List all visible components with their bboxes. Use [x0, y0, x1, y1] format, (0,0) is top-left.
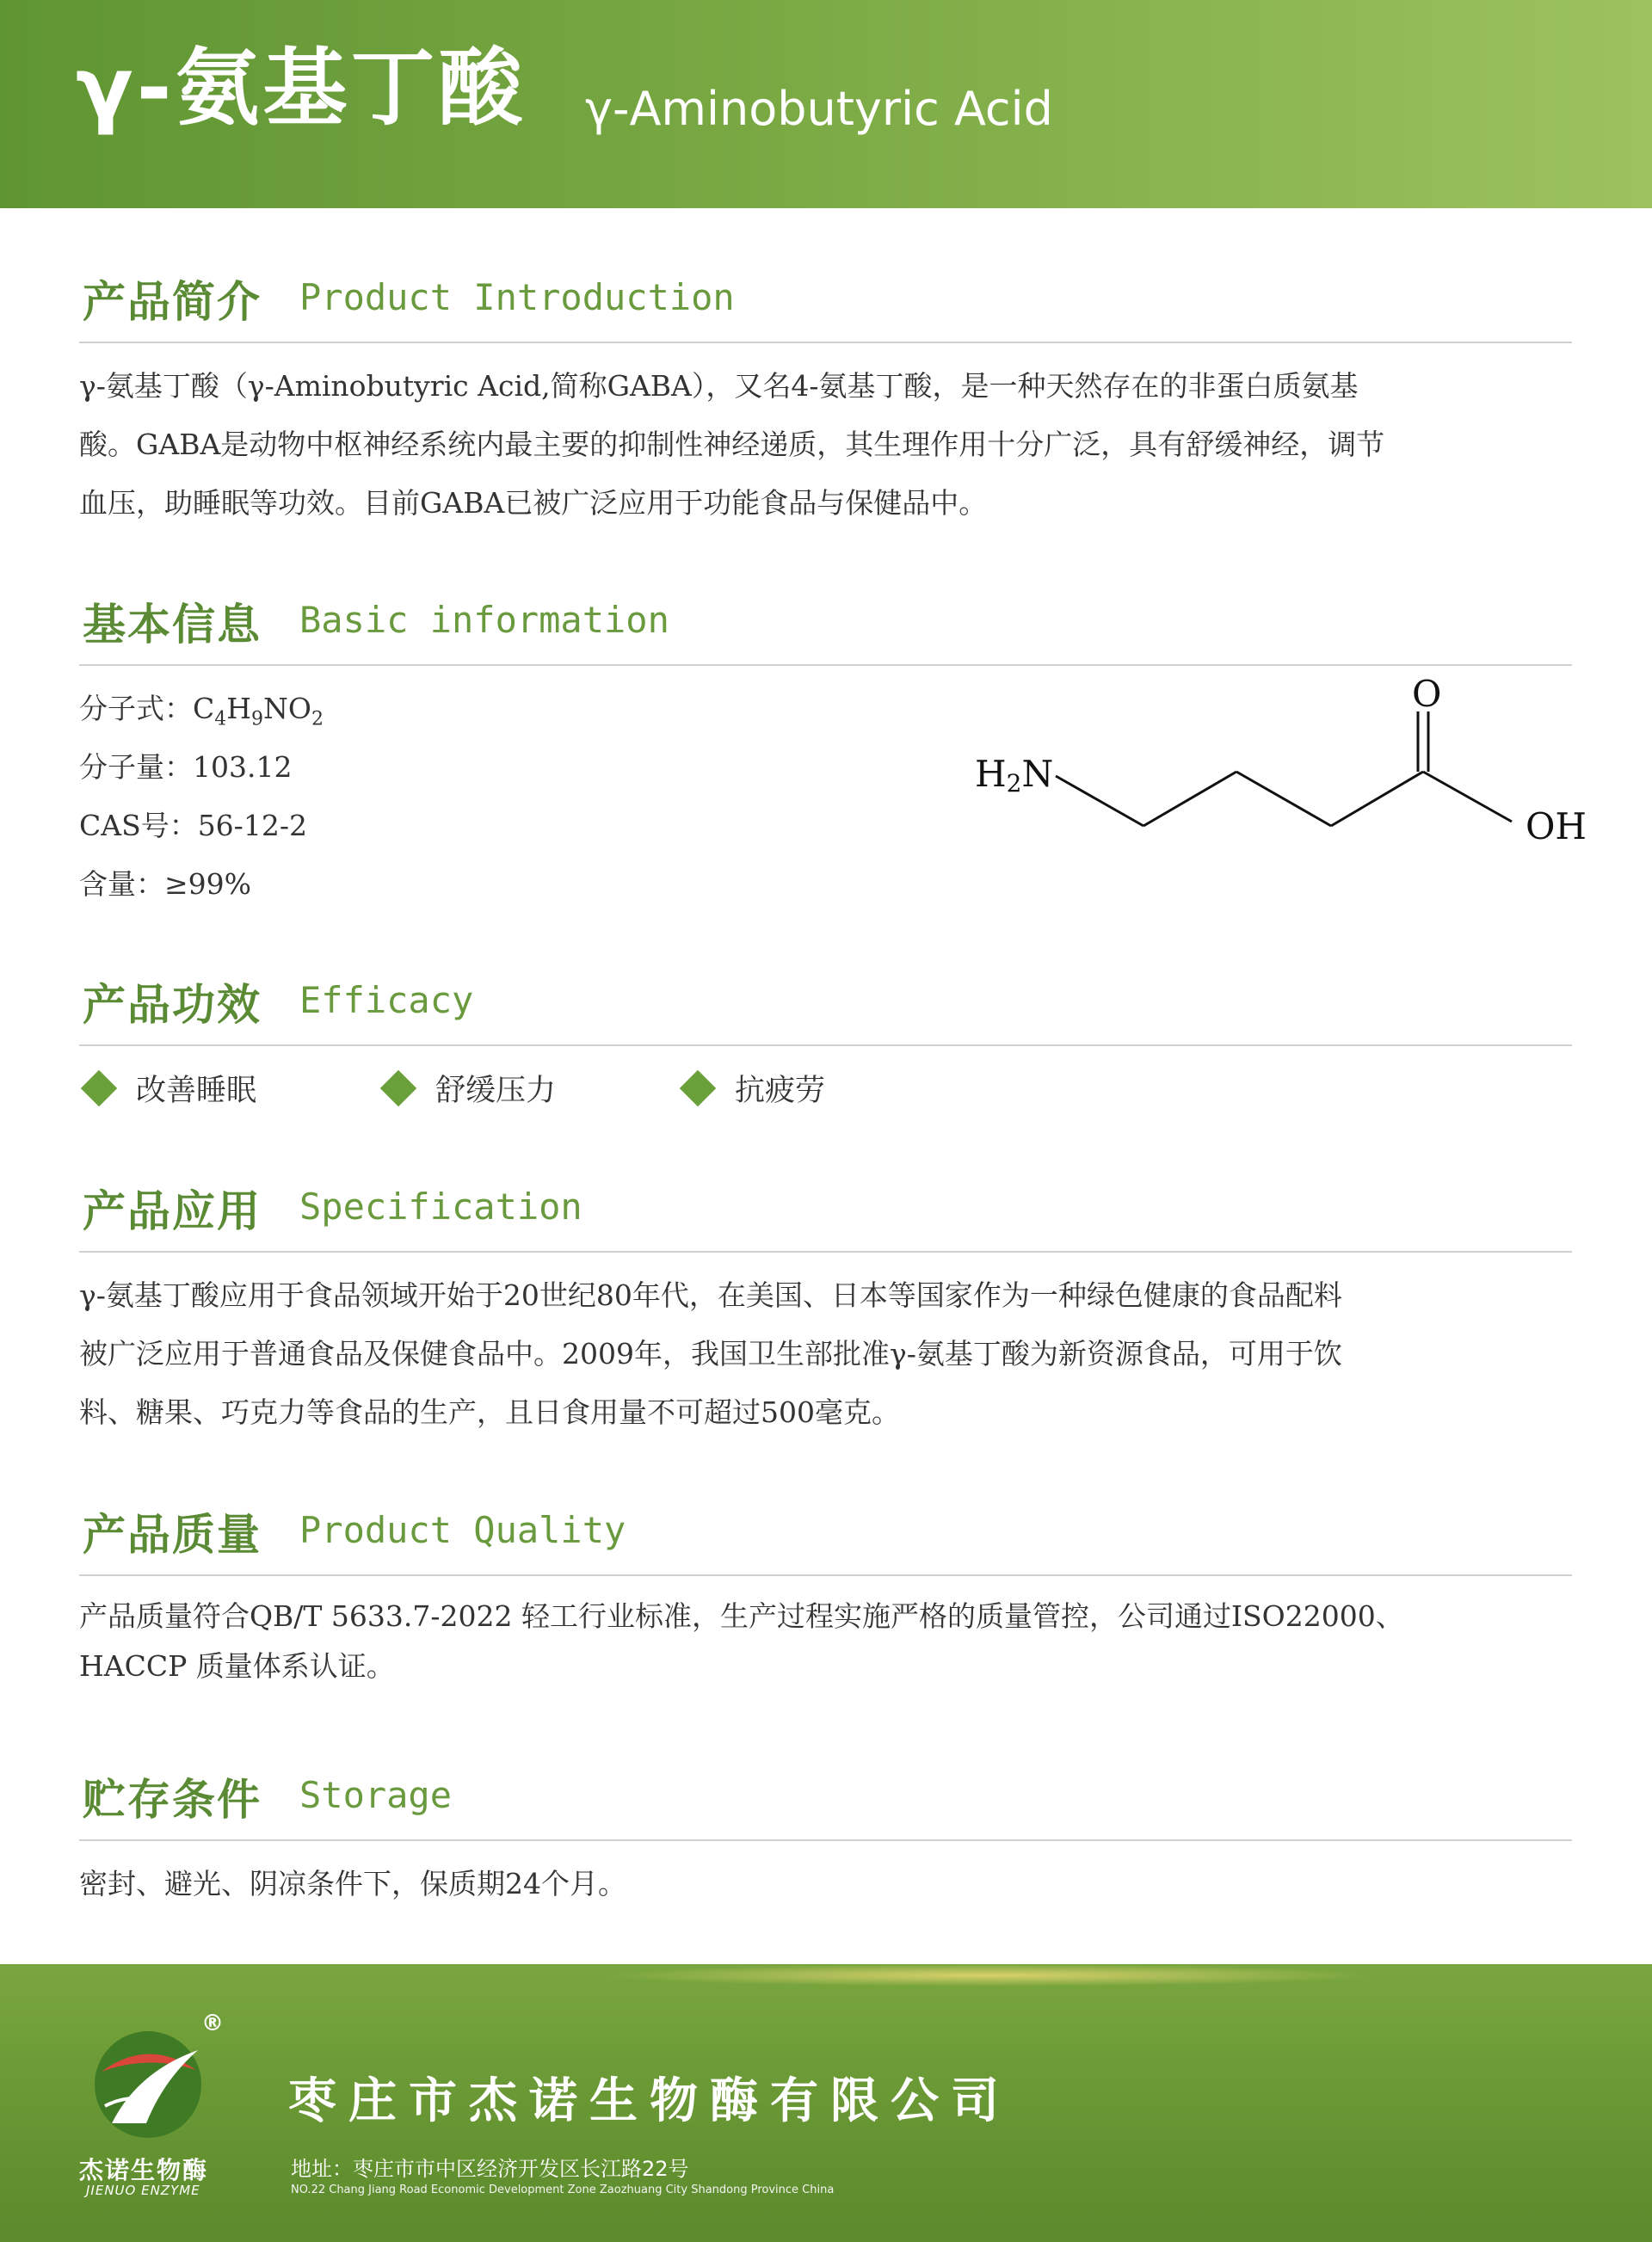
section-title-cn: 基本信息: [83, 600, 262, 650]
section-heading: [79, 965, 1572, 1034]
bond: [1236, 772, 1331, 826]
section-title-en: Storage: [299, 1774, 453, 1816]
section-heading: [79, 1495, 1572, 1564]
text-line: 血压，助睡眠等功效。目前GABA已被广泛应用于功能食品与保健品中。: [79, 486, 988, 520]
bond: [1331, 772, 1423, 826]
formula-part: NO: [263, 692, 311, 725]
application-text: [79, 1266, 1342, 1442]
diamond-bullet-icon: [380, 1070, 416, 1106]
section-divider: [79, 1044, 1572, 1046]
bond: [1423, 772, 1512, 822]
bond: [1056, 776, 1143, 826]
section-title-cn: 产品功效: [83, 980, 262, 1030]
section-title-en: Efficacy: [299, 979, 474, 1021]
section-divider: [79, 1251, 1572, 1253]
efficacy-list: [79, 1067, 1572, 1118]
section-title-cn: 产品简介: [83, 277, 262, 327]
text-line: 酸。GABA是动物中枢神经系统内最主要的抑制性神经递质，其生理作用十分广泛，具有舒缓神经，调节: [79, 428, 1385, 461]
page-header: [0, 0, 1652, 208]
hydroxyl-group: OH: [1526, 805, 1587, 847]
efficacy-label: 改善睡眠: [136, 1074, 257, 1108]
formula-label: 分子式：: [79, 692, 193, 725]
registered-mark: ®: [201, 2011, 224, 2036]
bond: [1143, 772, 1236, 826]
efficacy-item: [79, 1067, 256, 1110]
section-heading: [79, 1760, 1572, 1829]
text-line: HACCP 质量体系认证。: [79, 1649, 395, 1683]
text-line: 被广泛应用于普通食品及保健食品中。2009年，我国卫生部批准γ-氨基丁酸为新资源食品，可用于饮: [79, 1337, 1342, 1370]
section-efficacy: [79, 965, 1572, 1108]
gaba-structure-diagram: [884, 675, 1589, 847]
section-divider: [79, 1574, 1572, 1576]
molecular-weight: 分子量：103.12: [79, 750, 293, 784]
purity-content: 含量：≥99%: [79, 867, 251, 901]
intro-text: [79, 357, 1384, 533]
section-title-en: Specification: [299, 1186, 583, 1228]
text-line: 料、糖果、巧克力等食品的生产，且日食用量不可超过500毫克。: [79, 1395, 900, 1429]
logo-name-cn: 杰诺生物酶: [79, 2156, 209, 2184]
logo-name-en: JIENUO ENZYME: [86, 2183, 200, 2198]
efficacy-item: [678, 1067, 825, 1110]
formula-subscript: 2: [311, 708, 324, 730]
section-quality: [79, 1495, 1572, 1683]
section-title-en: Basic information: [299, 599, 669, 641]
section-divider: [79, 1839, 1572, 1841]
company-name: 枣庄市杰诺生物酶有限公司: [288, 2073, 1011, 2129]
section-divider: [79, 664, 1572, 666]
section-title-cn: 产品应用: [83, 1186, 262, 1236]
text-line: 产品质量符合QB/T 5633.7-2022 轻工行业标准，生产过程实施严格的质量管控，公司通过ISO22000、: [79, 1599, 1404, 1633]
formula-subscript: 9: [251, 708, 264, 730]
formula-part: H: [226, 692, 252, 725]
section-title-en: Product Introduction: [299, 276, 735, 318]
decorative-glow: [602, 1964, 1377, 1986]
carbonyl-oxygen: O: [1412, 675, 1442, 715]
section-application: [79, 1172, 1572, 1429]
quality-text: [79, 1592, 1404, 1691]
diamond-bullet-icon: [680, 1070, 716, 1106]
formula-subscript: 4: [214, 708, 227, 730]
efficacy-label: 舒缓压力: [435, 1074, 557, 1108]
section-divider: [79, 342, 1572, 343]
diamond-bullet-icon: [81, 1070, 117, 1106]
section-basic-info: [79, 585, 1587, 901]
text-line: γ-氨基丁酸应用于食品领域开始于20世纪80年代，在美国、日本等国家作为一种绿色健康的食品配料: [79, 1278, 1342, 1312]
section-title-en: Product Quality: [299, 1509, 626, 1551]
formula-part: C: [193, 692, 215, 725]
product-title-en: γ-Aminobutyric Acid: [585, 82, 1053, 136]
product-title-cn: γ-氨基丁酸: [76, 40, 527, 138]
company-address: 地址：枣庄市市中区经济开发区长江路22号: [291, 2157, 689, 2181]
efficacy-label: 抗疲劳: [735, 1074, 826, 1108]
storage-text: 密封、避光、阴凉条件下，保质期24个月。: [79, 1867, 626, 1900]
efficacy-item: [379, 1067, 556, 1110]
page-footer: [0, 1964, 1652, 2242]
molecular-formula: [79, 680, 324, 738]
company-logo-icon: [86, 2011, 224, 2149]
section-storage: [79, 1760, 1572, 1900]
section-title-cn: 产品质量: [83, 1510, 262, 1560]
section-heading: [79, 1172, 1572, 1241]
section-heading: [79, 262, 1572, 331]
amine-group: H2N: [975, 753, 1054, 798]
section-title-cn: 贮存条件: [83, 1775, 262, 1825]
cas-number: CAS号：56-12-2: [79, 809, 307, 842]
section-heading: [79, 585, 1572, 654]
text-line: γ-氨基丁酸（γ-Aminobutyric Acid,简称GABA），又名4-氨基丁酸，是一种天然存在的非蛋白质氨基: [79, 369, 1359, 403]
section-introduction: [79, 262, 1572, 520]
basic-info-list: [79, 680, 324, 914]
company-address-en: NO.22 Chang Jiang Road Economic Development Zone Zaozhuang City Shandong Province China: [291, 2183, 835, 2196]
